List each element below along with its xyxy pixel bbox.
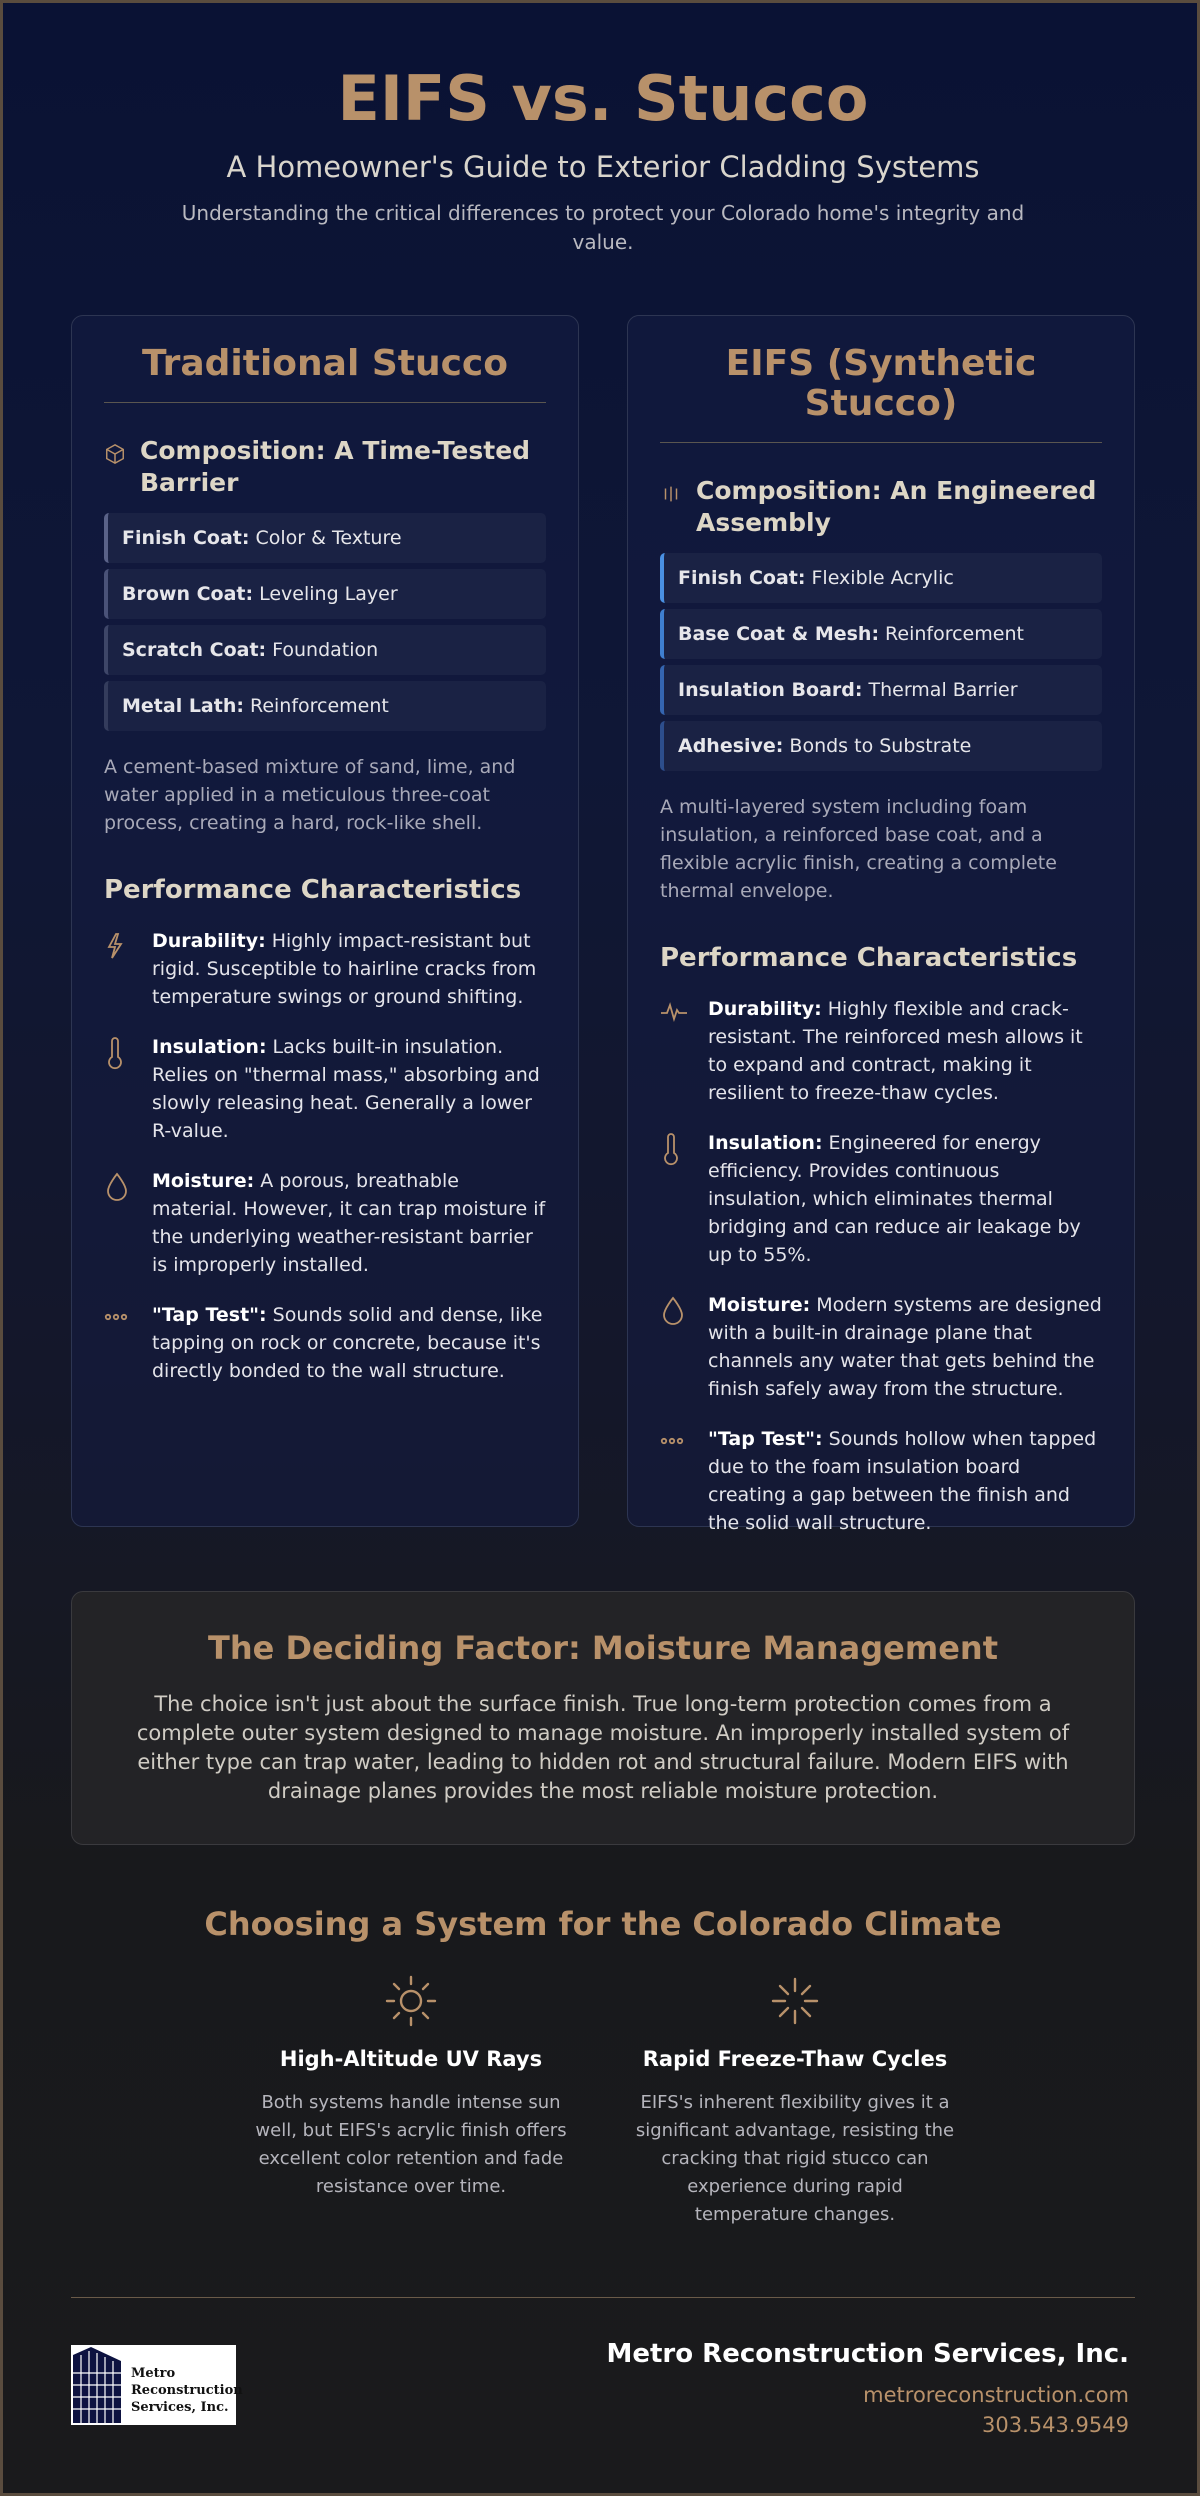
layer-item — [660, 609, 1102, 659]
performance-item — [104, 1167, 546, 1279]
page-subtitle: A Homeowner's Guide to Exterior Cladding Systems — [226, 150, 980, 184]
performance-label: "Tap Test": — [152, 1304, 267, 1326]
layer-name: Base Coat & Mesh: — [678, 623, 880, 645]
droplet-icon — [104, 1171, 152, 1279]
performance-text: Highly flexible and crack-resistant. The reinforced mesh allows it to expand and contract, making it resilient to freeze-thaw cycles. — [708, 998, 1083, 1104]
eifs-card — [627, 315, 1135, 1534]
deciding-factor-title: The Deciding Factor: Moisture Management — [208, 1629, 998, 1667]
climate-item-text: Both systems handle intense sun well, but EIFS's acrylic finish offers excellent color retention and fade resistance over time. — [255, 2092, 567, 2197]
performance-item — [660, 1129, 1102, 1269]
logo-text-line: Reconstruction — [131, 2383, 243, 2398]
footer-divider — [71, 2297, 1135, 2298]
eifs-composition-heading — [660, 475, 1102, 539]
company-logo — [71, 2345, 243, 2425]
layer-name: Scratch Coat: — [122, 639, 267, 661]
stucco-composition-heading — [104, 435, 546, 499]
performance-item — [660, 1291, 1102, 1403]
eifs-performance-title: Performance Characteristics — [660, 943, 1078, 973]
layer-item — [660, 665, 1102, 715]
page-header — [3, 61, 1200, 257]
deciding-factor-text: The choice isn't just about the surface finish. True long-term protection comes from a complete outer system designed to manage moisture. An improperly installed system of either type can trap water, leading to hidden rot and structural failure. Modern EIFS with drainage planes provides the most reliable moisture protection. — [136, 1692, 1070, 1803]
cube-icon — [104, 443, 140, 469]
layer-desc: Color & Texture — [255, 527, 402, 549]
performance-item — [660, 995, 1102, 1107]
performance-text: Engineered for energy efficiency. Provides continuous insulation, which eliminates thermal bridging and can reduce air leakage by up to 55%. — [708, 1132, 1081, 1266]
layer-item — [104, 569, 546, 619]
layer-name: Adhesive: — [678, 735, 784, 757]
layer-item — [660, 721, 1102, 771]
sun-icon — [241, 1973, 581, 2029]
logo-text-line: Services, Inc. — [131, 2400, 229, 2415]
performance-label: Moisture: — [708, 1294, 811, 1316]
layer-desc: Foundation — [272, 639, 379, 661]
eifs-layer-list — [660, 553, 1102, 771]
performance-label: Durability: — [152, 930, 266, 952]
stucco-card-title: Traditional Stucco — [104, 344, 546, 403]
stucco-performance-title: Performance Characteristics — [104, 875, 522, 905]
performance-label: "Tap Test": — [708, 1428, 823, 1450]
performance-text: Lacks built-in insulation. Relies on "thermal mass," absorbing and slowly releasing heat. Generally a lower R-value. — [152, 1036, 540, 1142]
eifs-composition-title: Composition: An Engineered Assembly — [696, 476, 1097, 537]
thermometer-icon — [660, 1133, 708, 1269]
layer-name: Insulation Board: — [678, 679, 863, 701]
climate-item-title: High-Altitude UV Rays — [279, 2047, 543, 2071]
building-logo-icon — [71, 2345, 129, 2425]
company-website-link[interactable]: metroreconstruction.com — [863, 2383, 1129, 2407]
layer-desc: Reinforcement — [249, 695, 389, 717]
company-info — [607, 2339, 1130, 2437]
performance-text: Modern systems are designed with a built-in drainage plane that channels any water that gets behind the finish safely away from the structure. — [708, 1294, 1102, 1400]
dots-icon — [104, 1305, 152, 1385]
layer-name: Metal Lath: — [122, 695, 244, 717]
layer-desc: Reinforcement — [885, 623, 1024, 645]
performance-item — [104, 927, 546, 1011]
layer-desc: Leveling Layer — [259, 583, 398, 605]
climate-item-freeze-thaw — [625, 1973, 965, 2229]
lightning-icon — [104, 931, 152, 1011]
page-intro: Understanding the critical differences to protect your Colorado home's integrity and value. — [181, 201, 1025, 254]
layer-name: Brown Coat: — [122, 583, 254, 605]
company-phone-link[interactable]: 303.543.9549 — [982, 2413, 1129, 2437]
layer-item — [104, 513, 546, 563]
pulse-icon — [660, 999, 708, 1107]
performance-text: Highly impact-resistant but rigid. Susceptible to hairline cracks from temperature swings or ground shifting. — [152, 930, 537, 1008]
climate-item-title: Rapid Freeze-Thaw Cycles — [642, 2047, 948, 2071]
layer-item — [660, 553, 1102, 603]
eifs-description: A multi-layered system including foam insulation, a reinforced base coat, and a flexible acrylic finish, creating a complete thermal envelope. — [660, 796, 1057, 902]
performance-label: Insulation: — [708, 1132, 823, 1154]
stucco-layer-list — [104, 513, 546, 731]
layer-desc: Thermal Barrier — [868, 679, 1018, 701]
performance-text: Sounds hollow when tapped due to the foam insulation board creating a gap between the finish and the solid wall structure. — [708, 1428, 1097, 1534]
layers-icon — [660, 483, 696, 509]
layer-desc: Bonds to Substrate — [789, 735, 972, 757]
stucco-composition-title: Composition: A Time-Tested Barrier — [140, 436, 531, 497]
logo-text — [131, 2365, 243, 2416]
stucco-card — [71, 315, 579, 1527]
company-name: Metro Reconstruction Services, Inc. — [606, 2339, 1129, 2369]
performance-item — [660, 1425, 1102, 1537]
layer-item — [104, 625, 546, 675]
layer-item — [104, 681, 546, 731]
layer-name: Finish Coat: — [678, 567, 806, 589]
page-title: EIFS vs. Stucco — [337, 62, 869, 135]
performance-item — [104, 1301, 546, 1385]
performance-text: Sounds solid and dense, like tapping on rock or concrete, because it's directly bonded to the wall structure. — [152, 1304, 543, 1382]
logo-text-line: Metro — [131, 2366, 176, 2381]
thermometer-icon — [104, 1037, 152, 1145]
performance-text: A porous, breathable material. However, it can trap moisture if the underlying weather-resistant barrier is improperly installed. — [152, 1170, 546, 1276]
performance-label: Insulation: — [152, 1036, 267, 1058]
stucco-description: A cement-based mixture of sand, lime, and water applied in a meticulous three-coat process, creating a hard, rock-like shell. — [104, 756, 516, 834]
performance-label: Moisture: — [152, 1170, 255, 1192]
snowflake-burst-icon — [625, 1973, 965, 2029]
layer-name: Finish Coat: — [122, 527, 250, 549]
layer-desc: Flexible Acrylic — [811, 567, 954, 589]
eifs-card-title: EIFS (Synthetic Stucco) — [660, 344, 1102, 443]
climate-title: Choosing a System for the Colorado Climate — [204, 1905, 1002, 1943]
performance-label: Durability: — [708, 998, 822, 1020]
deciding-factor-panel — [71, 1591, 1135, 1845]
droplet-icon — [660, 1295, 708, 1403]
climate-item-uv — [241, 1973, 581, 2201]
dots-icon — [660, 1429, 708, 1537]
performance-item — [104, 1033, 546, 1145]
climate-item-text: EIFS's inherent flexibility gives it a significant advantage, resisting the cracking that rigid stucco can experience during rapid temperature changes. — [635, 2092, 955, 2225]
